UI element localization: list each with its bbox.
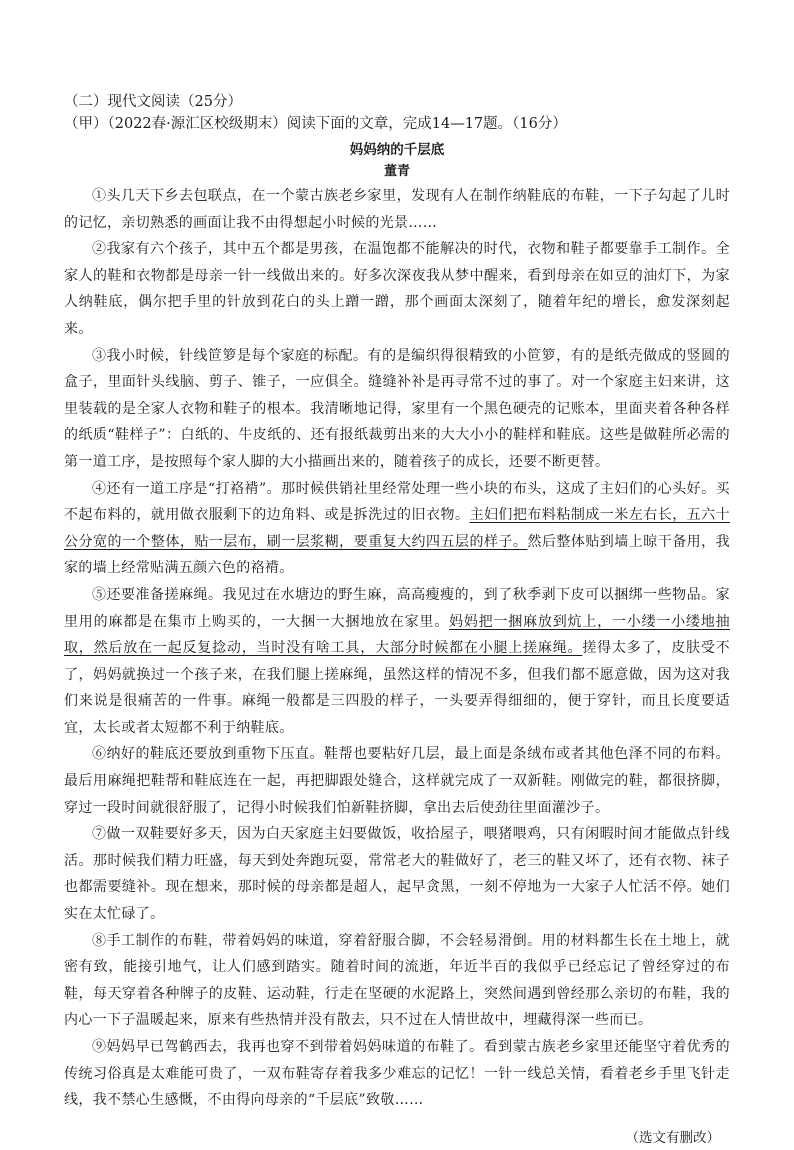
question-instruction: （甲）（2022春·源汇区校级期末）阅读下面的文章，完成14—17题。（16分）	[64, 116, 567, 132]
article-title: 妈妈纳的千层底	[349, 142, 445, 158]
article-author: 董青	[383, 164, 410, 179]
paragraph-2: ②我家有六个孩子，其中五个都是男孩，在温饱都不能解决的时代，衣物和鞋子都要靠手工制作。全家人的鞋和衣物都是母亲一针一线做出来的。好多次深夜我从梦中醒来，看到母亲在如豆的油灯下，为家人纳鞋底，偶尔把手里的针放到花白的头上蹭一蹭，那个画面太深刻了，随着年纪的增长，愈发深刻起来。	[64, 241, 730, 337]
paragraph-4-underlined: 主妇们把布料粘制成一米左右长，五六十公分宽的一个整体，贴一层布，刷一层浆糊，要重复大约四五层的样子。	[64, 507, 730, 550]
paragraph-5-text-a: ⑤还要准备搓麻绳。我见过在水塘边的野生麻，高高瘦瘦的，到了秋季剥下皮可以捆绑一些物品。家里用的麻都是在集市上购买的，一大捆一大捆地放在家里。	[64, 586, 730, 630]
paragraph-8: ⑧手工制作的布鞋，带着妈妈的味道，穿着舒服合脚，不会轻易滑倒。用的材料都生长在土地上，就密有致，能接引地气，让人们感到踏实。随着时间的流逝，年近半百的我似乎已经忘记了曾经穿过的布鞋，每天穿着各种牌子的皮鞋、运动鞋，行走在坚硬的水泥路上，突然间遇到曾经那么亲切的布鞋，我的内心一下子温暖起来，原来有些热情并没有散去，只不过在人情世故中，埋藏得深一些而已。	[64, 932, 730, 1029]
paragraph-5-underlined: 妈妈把一捆麻放到炕上，一小缕一小缕地抽取，然后放在一起反复捻动，当时没有啥工具，大部分时候都在小腿上搓麻绳。	[64, 613, 730, 657]
source-note: （选文有删改）	[625, 1129, 720, 1146]
paragraph-6: ⑥纳好的鞋底还要放到重物下压直。鞋帮也要粘好几层，最上面是条绒布或者其他色泽不同的布料。最后用麻绳把鞋帮和鞋底连在一起，再把脚跟处缝合，这样就完成了一双新鞋。刚做完的鞋，都很挤脚，穿过一段时间就很舒服了，记得小时候我们怕新鞋挤脚，拿出去后使劲往里面灌沙子。	[64, 746, 730, 816]
paragraph-4	[64, 476, 730, 582]
paragraph-7: ⑦做一双鞋要好多天，因为白天家庭主妇要做饭，收拾屋子，喂猪喂鸡，只有闲暇时间才能做点针线活。那时候我们精力旺盛，每天到处奔跑玩耍，常常老大的鞋做好了，老三的鞋又坏了，还有衣物、袜子也都需要缝补。现在想来，那时候的母亲都是超人，起早贪黑，一刻不停地为一大家子人忙活不停。她们实在太忙碌了。	[64, 826, 730, 923]
section-heading: （二）现代文阅读（25分）	[64, 94, 242, 110]
paragraph-5-text-b: 搓得太多了，皮肤受不了，妈妈就换过一个孩子来，在我们腿上搓麻绳，虽然这样的情况不多，但我们都不愿意做，因为这对我们来说是很痛苦的一件事。麻绳一般都是三四股的样子，一头要弄得细细的，便于穿针，而且长度要适宜，太长或者太短都不利于纳鞋底。	[64, 640, 731, 736]
paragraph-5	[64, 582, 730, 742]
paragraph-4-text-a: ④还有一道工序是“打袼褙”。那时候供销社里经常处理一些小块的布头，这成了主妇们的心头好。买不起布料的，就用做衣服剩下的边角料、或是拆洗过的旧衣物。	[64, 480, 730, 524]
paragraph-9: ⑨妈妈早已驾鹤西去，我再也穿不到带着妈妈味道的布鞋了。看到蒙古族老乡家里还能坚守着优秀的传统习俗真是太难能可贵了，一双布鞋寄存着我多少难忘的记忆！一针一线总关情，看着老乡手里飞针走线，我不禁心生感慨，不由得向母亲的“千层底”致敬……	[64, 1039, 730, 1109]
paragraph-4-text-b: 然后整体贴到墙上晾干备用，我家的墙上经常贴满五颜六色的袼褙。	[64, 533, 730, 577]
paragraph-1: ①头几天下乡去包联点，在一个蒙古族老乡家里，发现有人在制作纳鞋底的布鞋，一下子勾起了儿时的记忆，亲切熟悉的画面让我不由得想起小时候的光景……	[64, 188, 730, 231]
paragraph-3: ③我小时候，针线笸箩是每个家庭的标配。有的是编织得很精致的小笸箩，有的是纸壳做成的竖圆的盒子，里面针头线脑、剪子、锥子，一应俱全。缝缝补补是再寻常不过的事了。对一个家庭主妇来讲，这里装载的是全家人衣物和鞋子的根本。我清晰地记得，家里有一个黑色硬壳的记账本，里面夹着各种各样的纸质“鞋样子”：白纸的、牛皮纸的、还有报纸裁剪出来的大大小小的鞋样和鞋底。这些是做鞋所必需的第一道工序，是按照每个家人脚的大小描画出来的，随着孩子的成长，还要不断更替。	[64, 347, 730, 470]
